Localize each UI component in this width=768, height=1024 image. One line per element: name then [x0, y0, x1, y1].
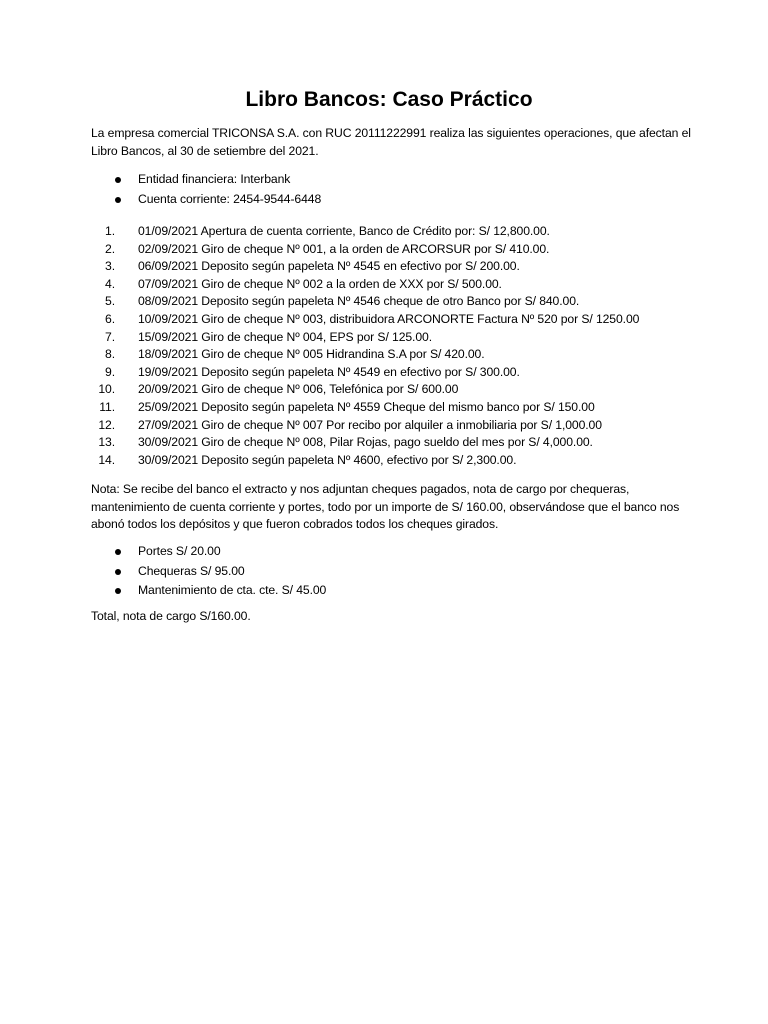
operation-number: 4. [105, 276, 115, 291]
charge-portes: Portes S/ 20.00 [138, 544, 221, 558]
operation-number: 9. [105, 364, 115, 379]
operation-number: 11. [99, 399, 115, 414]
note-paragraph: Nota: Se recibe del banco el extracto y nos adjuntan cheques pagados, nota de cargo por chequeras, mantenimiento de cuenta corriente y portes, todo por un importe de S/ 160.00, observándose que el banco nos abonó todos los depósitos y que fueron cobrados todos los cheques girados. [91, 482, 680, 531]
account-number: Cuenta corriente: 2454-9544-6448 [138, 191, 322, 206]
operation-text: 07/09/2021 Giro de cheque Nº 002 a la orden de XXX por S/ 500.00. [138, 276, 502, 291]
operation-text: 08/09/2021 Deposito según papeleta Nº 4546 cheque de otro Banco por S/ 840.00. [138, 294, 580, 309]
operation-text: 01/09/2021 Apertura de cuenta corriente, Banco de Crédito por: S/ 12,800.00. [138, 224, 550, 238]
bullet-icon [115, 177, 121, 183]
list-item [91, 171, 321, 191]
list-item [91, 191, 321, 211]
list-item [91, 563, 326, 583]
operation-text: 20/09/2021 Giro de cheque Nº 006, Telefónica por S/ 600.00 [138, 382, 459, 397]
operation-text: 15/09/2021 Giro de cheque Nº 004, EPS por S/ 125.00. [138, 329, 432, 344]
operation-item [91, 364, 520, 382]
operation-item [91, 241, 550, 259]
operations-list [91, 223, 640, 469]
bullet-icon [115, 197, 121, 203]
list-item [91, 582, 326, 602]
list-item [91, 543, 326, 563]
bullet-icon [115, 588, 121, 594]
operation-number: 5. [105, 294, 115, 309]
operation-number: 12. [98, 417, 115, 432]
operation-item [91, 417, 602, 435]
operation-item [91, 311, 640, 329]
document-title: Libro Bancos: Caso Práctico [245, 88, 533, 111]
operation-item [91, 223, 550, 241]
charges-list [91, 543, 326, 602]
operation-number: 13. [98, 435, 115, 450]
operation-number: 8. [105, 347, 115, 362]
charge-chequeras: Chequeras S/ 95.00 [138, 563, 245, 578]
operation-text: 30/09/2021 Deposito según papeleta Nº 4600, efectivo por S/ 2,300.00. [138, 452, 517, 467]
operation-item [91, 381, 459, 399]
operation-number: 7. [105, 329, 115, 344]
charge-mantenimiento: Mantenimiento de cta. cte. S/ 45.00 [138, 583, 327, 597]
operation-text: 25/09/2021 Deposito según papeleta Nº 4559 Cheque del mismo banco por S/ 150.00 [138, 399, 595, 414]
operation-number: 6. [105, 311, 115, 326]
operation-number: 14. [98, 452, 115, 467]
operation-item [91, 399, 595, 417]
operation-item [91, 258, 520, 276]
operation-text: 06/09/2021 Deposito según papeleta Nº 4545 en efectivo por S/ 200.00. [138, 259, 520, 274]
operation-item [91, 434, 593, 452]
operation-number: 3. [105, 259, 115, 274]
operation-item [91, 452, 517, 470]
intro-paragraph: La empresa comercial TRICONSA S.A. con RUC 20111222991 realiza las siguientes operaciones, que afectan el Libro Bancos, al 30 de setiembre del 2021. [91, 126, 691, 158]
operation-text: 10/09/2021 Giro de cheque Nº 003, distribuidora ARCONORTE Factura Nº 520 por S/ 1250.00 [138, 311, 640, 326]
bank-name: Entidad financiera: Interbank [138, 172, 291, 186]
total-line: Total, nota de cargo S/160.00. [91, 609, 251, 623]
operation-text: 02/09/2021 Giro de cheque Nº 001, a la orden de ARCORSUR por S/ 410.00. [138, 241, 550, 256]
operation-item [91, 329, 432, 347]
operation-number: 10. [98, 382, 115, 397]
operation-text: 19/09/2021 Deposito según papeleta Nº 4549 en efectivo por S/ 300.00. [138, 364, 520, 379]
operation-item [91, 346, 485, 364]
operation-number: 2. [105, 241, 115, 256]
operation-item [91, 276, 502, 294]
bullet-icon [115, 549, 121, 555]
operation-text: 27/09/2021 Giro de cheque Nº 007 Por recibo por alquiler a inmobiliaria por S/ 1,000.00 [138, 417, 602, 432]
operation-item [91, 293, 580, 311]
operation-number: 1. [105, 224, 115, 238]
operation-text: 30/09/2021 Giro de cheque Nº 008, Pilar Rojas, pago sueldo del mes por S/ 4,000.00. [138, 435, 593, 450]
bullet-icon [115, 569, 121, 575]
bank-info-list [91, 171, 321, 210]
operation-text: 18/09/2021 Giro de cheque Nº 005 Hidrandina S.A por S/ 420.00. [138, 347, 485, 362]
